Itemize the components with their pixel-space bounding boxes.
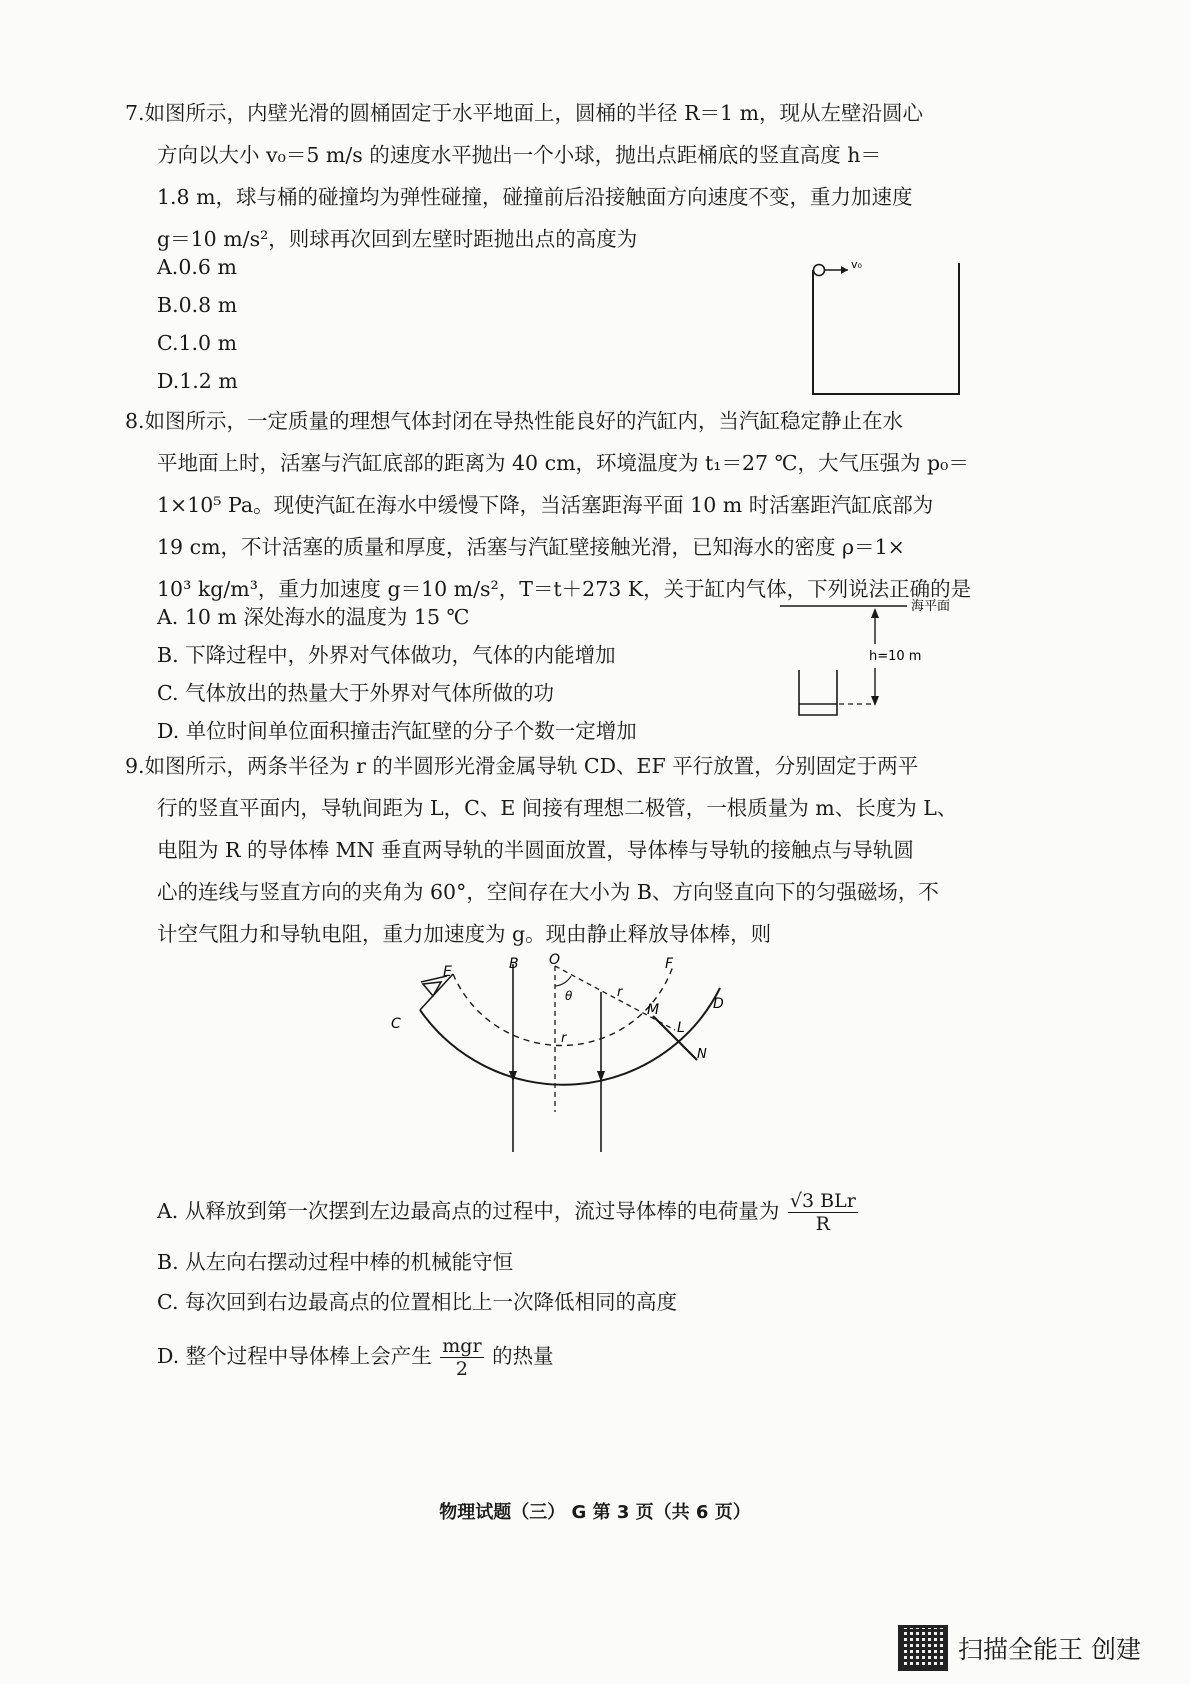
- q9-option-d-text: D. 整个过程中导体棒上会产生: [157, 1344, 432, 1368]
- q9-line-4: 心的连线与竖直方向的夹角为 60°，空间存在大小为 B、方向竖直向下的匀强磁场，不: [157, 880, 939, 904]
- q9-option-a-text: A. 从释放到第一次摆到左边最高点的过程中，流过导体棒的电荷量为: [157, 1199, 780, 1223]
- fraction-denominator: 2: [455, 1358, 468, 1380]
- q8-option-a: A. 10 m 深处海水的温度为 15 ℃: [157, 605, 470, 629]
- q9-line-2: 行的竖直平面内，导轨间距为 L，C、E 间接有理想二极管，一根质量为 m、长度为 L、: [157, 796, 958, 820]
- question-7: [125, 92, 1070, 260]
- q8-sea-figure: [775, 592, 985, 722]
- q9-option-c: C. 每次回到右边最高点的位置相比上一次降低相同的高度: [157, 1290, 677, 1314]
- fraction-charge: [788, 1190, 858, 1235]
- fraction-denominator: R: [815, 1213, 830, 1235]
- page-footer: 物理试题（三） G 第 3 页（共 6 页）: [439, 1502, 751, 1523]
- q7-line-2: 方向以大小 v₀＝5 m/s 的速度水平抛出一个小球，抛出点距桶底的竖直高度 h＝: [157, 143, 881, 167]
- q8-option-c: C. 气体放出的热量大于外界对气体所做的功: [157, 681, 554, 705]
- label-l: L: [677, 1020, 685, 1036]
- q7-option-a: A.0.6 m: [157, 255, 237, 279]
- q7-option-b: B.0.8 m: [157, 293, 238, 317]
- fraction-numerator: mgr: [442, 1335, 482, 1357]
- q7-cylinder-figure: [808, 258, 968, 398]
- q9-line-3: 电阻为 R 的导体棒 MN 垂直两导轨的半圆面放置，导体棒与导轨的接触点与导轨圆: [157, 838, 914, 862]
- q8-line-3: 1×10⁵ Pa。现使汽缸在海水中缓慢下降，当活塞距海平面 10 m 时活塞距汽缸底部为: [157, 493, 934, 517]
- q9-option-d-suffix: 的热量: [492, 1344, 554, 1368]
- label-c: C: [391, 1016, 401, 1032]
- q7-line-1: 7.如图所示，内壁光滑的圆桶固定于水平地面上，圆桶的半径 R＝1 m，现从左壁沿圆心: [125, 101, 924, 125]
- q9-option-b: B. 从左向右摆动过程中棒的机械能守恒: [157, 1250, 514, 1274]
- q8-line-5: 10³ kg/m³，重力加速度 g＝10 m/s²，T＝t＋273 K，关于缸内气体，下列说法正确的是: [157, 577, 972, 601]
- label-d: D: [713, 996, 724, 1012]
- label-m: M: [647, 1002, 660, 1018]
- q7-line-3: 1.8 m，球与桶的碰撞均为弹性碰撞，碰撞前后沿接触面方向速度不变，重力加速度: [157, 185, 913, 209]
- q7-option-d: D.1.2 m: [157, 369, 238, 393]
- q9-option-d: [157, 1335, 554, 1380]
- sea-level-label: 海平面: [911, 599, 951, 614]
- ball-icon: [814, 265, 825, 276]
- q9-line-5: 计空气阻力和导轨电阻，重力加速度为 g。现由静止释放导体棒，则: [157, 922, 772, 946]
- q8-line-2: 平地面上时，活塞与汽缸底部的距离为 40 cm，环境温度为 t₁＝27 ℃，大气压强为 p₀＝: [157, 451, 969, 475]
- q9-option-a: [157, 1190, 860, 1235]
- q9-rail-figure: [385, 952, 745, 1164]
- question-8: [125, 400, 1070, 610]
- scanner-watermark: [898, 1625, 1141, 1671]
- fraction-heat: [440, 1335, 483, 1380]
- q7-line-4: g＝10 m/s²，则球再次回到左壁时距抛出点的高度为: [157, 227, 638, 251]
- label-theta: θ: [565, 989, 573, 1003]
- q8-line-4: 19 cm，不计活塞的质量和厚度，活塞与汽缸壁接触光滑，已知海水的密度 ρ＝1×: [157, 535, 905, 559]
- label-f: F: [665, 956, 674, 972]
- label-o: O: [549, 952, 561, 968]
- q7-option-c: C.1.0 m: [157, 331, 238, 355]
- arrow-up-icon: [871, 608, 879, 618]
- qr-code-icon: [898, 1625, 948, 1671]
- label-r-vertical: r: [561, 1031, 567, 1046]
- label-r-slant: r: [617, 985, 623, 1000]
- cylinder-shape: [799, 670, 837, 715]
- q8-option-d: D. 单位时间单位面积撞击汽缸壁的分子个数一定增加: [157, 719, 637, 743]
- label-b: B: [509, 956, 519, 972]
- fraction-numerator: √3 BLr: [789, 1190, 856, 1212]
- label-e: E: [443, 964, 452, 980]
- label-n: N: [697, 1047, 707, 1062]
- arrow-down-icon: [871, 696, 879, 706]
- q8-option-b: B. 下降过程中，外界对气体做功，气体的内能增加: [157, 643, 616, 667]
- watermark-text: 扫描全能王 创建: [958, 1635, 1141, 1664]
- arrow-right-icon: [841, 266, 848, 274]
- v0-label: v₀: [851, 258, 862, 271]
- depth-label: h=10 m: [869, 649, 922, 664]
- q8-line-1: 8.如图所示，一定质量的理想气体封闭在导热性能良好的汽缸内，当汽缸稳定静止在水: [125, 409, 904, 433]
- q9-line-1: 9.如图所示，两条半径为 r 的半圆形光滑金属导轨 CD、EF 平行放置，分别固定于两平: [125, 754, 919, 778]
- question-9: [125, 745, 1070, 955]
- conductor-mn: [653, 1016, 697, 1060]
